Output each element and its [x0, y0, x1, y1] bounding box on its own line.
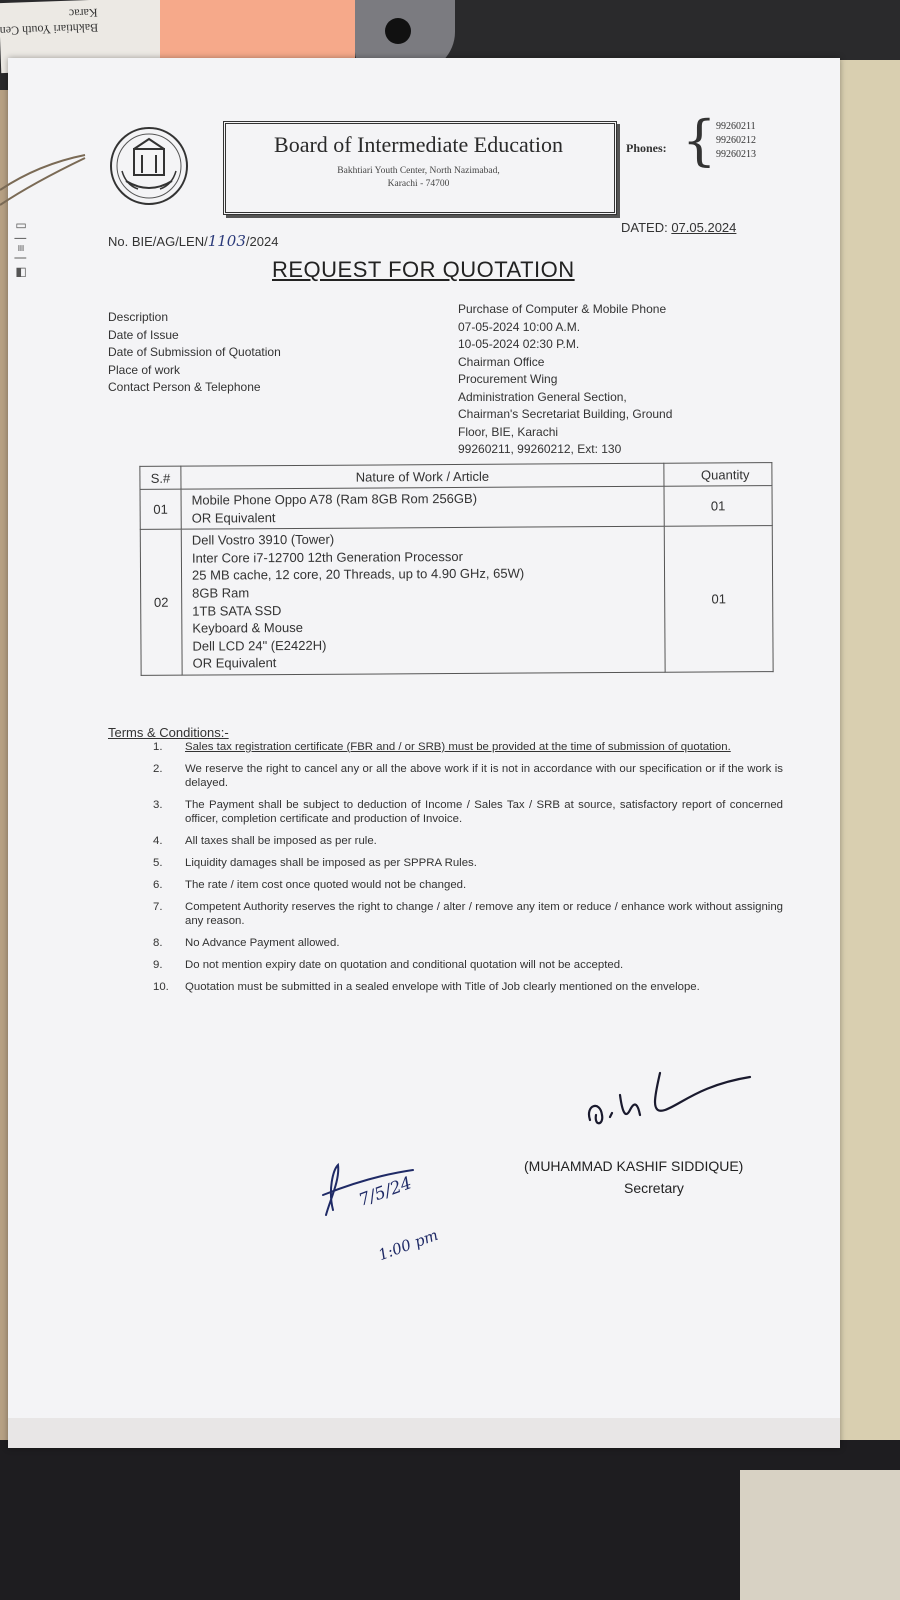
- header-sn: S.#: [140, 466, 181, 489]
- document-page-edge: [8, 1418, 840, 1448]
- info-value: Floor, BIE, Karachi: [458, 424, 559, 439]
- info-value: Procurement Wing: [458, 372, 558, 386]
- row-sn: 01: [140, 489, 181, 529]
- term-item: 7. Competent Authority reserves the right to change / alter / remove any item or reduce / enhance work without assigning any reason.: [153, 901, 783, 927]
- table-row: [140, 526, 773, 676]
- handwritten-time: 1:00 pm: [375, 1225, 441, 1265]
- terms-title: Terms & Conditions:-: [108, 725, 229, 740]
- phone-number: 99260211: [716, 121, 756, 132]
- info-value: 10-05-2024 02:30 P.M.: [458, 337, 580, 351]
- info-values: [458, 301, 672, 459]
- phones-brace: {: [682, 109, 717, 172]
- margin-stamp: ▭ ∣ ≡ ∣ ◧: [14, 218, 28, 279]
- info-value: Purchase of Computer & Mobile Phone: [458, 302, 667, 316]
- organization-address: Bakhtiari Youth Center, North Nazimabad, Karachi - 74700: [337, 166, 500, 189]
- terms-list: [153, 740, 783, 1002]
- document-date: DATED: 07.05.2024: [621, 220, 737, 235]
- phones-list: [716, 120, 756, 162]
- info-label: Contact Person & Telephone: [108, 380, 261, 394]
- info-label: Description: [108, 310, 169, 324]
- handwritten-reference: 1103: [207, 232, 246, 250]
- phone-number: 99260213: [716, 149, 756, 160]
- floor-area: [740, 1470, 900, 1600]
- info-value: Chairman's Secretariat Building, Ground: [458, 407, 673, 421]
- signatory-name: (MUHAMMAD KASHIF SIDDIQUE): [524, 1158, 744, 1174]
- row-quantity: 01: [664, 526, 773, 672]
- date-value: 07.05.2024: [671, 220, 737, 235]
- items-table: [139, 462, 773, 676]
- info-value: 07-05-2024 10:00 A.M.: [458, 319, 581, 334]
- row-description: Dell Vostro 3910 (Tower) Inter Core i7-12700 12th Generation Processor 25 MB cache, 12 core, 20 Threads, up to 4.90 GHz, 65W) 8GB Ram 1TB SATA SSD Keyboard & Mouse Dell LCD 24" (E2422H) OR Equivalent: [181, 526, 665, 675]
- header-nature: Nature of Work / Article: [181, 463, 664, 489]
- binder-clip-hole: [385, 18, 411, 44]
- info-label: Place of work: [108, 362, 181, 377]
- table-row: [140, 486, 772, 530]
- term-item: 9. Do not mention expiry date on quotation and conditional quotation will not be accepted.: [153, 959, 624, 971]
- underlying-text: Bakhtiari Youth Cen Karac: [0, 5, 99, 39]
- term-item: 10. Quotation must be submitted in a sealed envelope with Title of Job clearly mentioned on the envelope.: [153, 981, 700, 993]
- handwritten-date: 7/5/24: [356, 1173, 415, 1211]
- organization-name: Board of Intermediate Education: [274, 132, 563, 157]
- info-label: Date of Submission of Quotation: [108, 345, 281, 359]
- term-item: 5. Liquidity damages shall be imposed as per SPPRA Rules.: [153, 857, 477, 869]
- document-title: REQUEST FOR QUOTATION: [272, 257, 575, 282]
- term-item: 1. Sales tax registration certificate (FBR and / or SRB) must be provided at the time of submission of quotation.: [153, 741, 731, 753]
- info-value: Administration General Section,: [458, 389, 627, 404]
- info-value: 99260211, 99260212, Ext: 130: [458, 442, 622, 456]
- row-description: Mobile Phone Oppo A78 (Ram 8GB Rom 256GB) OR Equivalent: [181, 486, 664, 529]
- info-labels: [108, 309, 281, 397]
- phones-label: Phones:: [626, 141, 667, 155]
- reference-number: No. BIE/AG/LEN/1103/2024: [108, 232, 279, 250]
- bie-logo-icon: [108, 125, 190, 207]
- signatory-designation: Secretary: [624, 1180, 684, 1196]
- term-item: 4. All taxes shall be imposed as per rule.: [153, 835, 377, 847]
- term-item: 2. We reserve the right to cancel any or all the above work if it is not in accordance with our specification or if the work is delayed.: [153, 763, 783, 789]
- term-item: 6. The rate / item cost once quoted would not be changed.: [153, 879, 467, 891]
- folder-edge: [830, 60, 900, 1460]
- row-sn: 02: [140, 529, 182, 675]
- row-quantity: 01: [664, 486, 772, 527]
- term-item: 3. The Payment shall be subject to deduction of Income / Sales Tax / SRB at source, satisfactory report of concerned officer, completion certificate and production of Invoice.: [153, 799, 783, 825]
- secretary-signature: [580, 1065, 770, 1145]
- info-value: Chairman Office: [458, 354, 545, 369]
- phone-number: 99260212: [716, 135, 756, 146]
- term-item: 8. No Advance Payment allowed.: [153, 937, 340, 949]
- info-label: Date of Issue: [108, 327, 179, 342]
- header-quantity: Quantity: [664, 463, 772, 487]
